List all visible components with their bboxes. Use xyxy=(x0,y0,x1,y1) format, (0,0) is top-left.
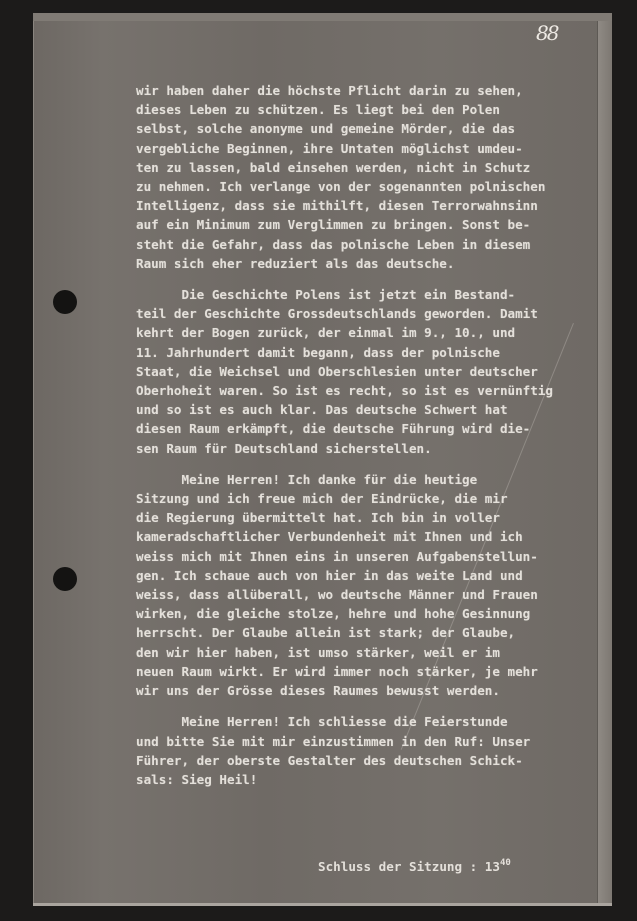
text-line: dieses Leben zu schützen. Es liegt bei den Polen xyxy=(136,102,500,118)
page-top-edge xyxy=(33,13,612,21)
paragraph-spacer xyxy=(136,700,606,712)
text-line: und bitte Sie mit mir einzustimmen in den Ruf: Unser xyxy=(136,733,531,749)
text-line: und so ist es auch klar. Das deutsche Schwert hat xyxy=(136,402,508,418)
text-line: Meine Herren! Ich danke für die heutige xyxy=(136,471,478,487)
paragraph-3 xyxy=(136,470,606,700)
page-bottom-edge xyxy=(33,903,612,906)
text-line: weiss mich mit Ihnen eins in unseren Aufgabenstellun- xyxy=(136,548,538,564)
text-line: sen Raum für Deutschland sicherstellen. xyxy=(136,440,432,456)
text-line: weiss, dass allüberall, wo deutsche Männer und Frauen xyxy=(136,587,538,603)
paragraph-4 xyxy=(136,712,606,789)
text-line: Intelligenz, dass sie mithilft, diesen Terrorwahnsinn xyxy=(136,198,538,214)
punch-hole-bottom xyxy=(53,567,77,591)
text-line: gen. Ich schaue auch von hier in das weite Land und xyxy=(136,567,523,583)
text-line: Sitzung und ich freue mich der Eindrücke, die mir xyxy=(136,491,508,507)
text-line: steht die Gefahr, dass das polnische Leben in diesem xyxy=(136,236,531,252)
typed-body-text xyxy=(136,81,606,789)
punch-hole-top xyxy=(53,290,77,314)
paragraph-spacer xyxy=(136,458,606,470)
text-line: auf ein Minimum zum Verglimmen zu bringen. Sonst be- xyxy=(136,217,531,233)
closing-text: Schluss der Sitzung : 13 xyxy=(318,859,500,874)
text-line: teil der Geschichte Grossdeutschlands geworden. Damit xyxy=(136,306,538,322)
text-line: sals: Sieg Heil! xyxy=(136,771,258,787)
text-line: kehrt der Bogen zurück, der einmal im 9., 10., und xyxy=(136,325,516,341)
text-line: Führer, der oberste Gestalter des deutschen Schick- xyxy=(136,752,523,768)
paragraph-1 xyxy=(136,81,606,273)
handwritten-page-number: 88 xyxy=(536,21,558,45)
closing-time-minutes: 40 xyxy=(499,858,511,868)
text-line: ten zu lassen, bald einsehen werden, nicht in Schutz xyxy=(136,159,531,175)
text-line: 11. Jahrhundert damit begann, dass der polnische xyxy=(136,344,500,360)
text-line: Die Geschichte Polens ist jetzt ein Bestand- xyxy=(136,287,516,303)
text-line: neuen Raum wirkt. Er wird immer noch stärker, je mehr xyxy=(136,663,538,679)
text-line: wir haben daher die höchste Pflicht darin zu sehen, xyxy=(136,83,523,98)
text-line: wir uns der Grösse dieses Raumes bewusst werden. xyxy=(136,683,500,699)
session-closing-note xyxy=(318,858,511,874)
text-line: Raum sich eher reduziert als das deutsche. xyxy=(136,255,455,271)
text-line: Oberhoheit waren. So ist es recht, so ist es vernünftig xyxy=(136,383,554,399)
paragraph-2 xyxy=(136,285,606,458)
text-line: den wir hier haben, ist umso stärker, weil er im xyxy=(136,644,500,660)
text-line: zu nehmen. Ich verlange von der sogenannten polnischen xyxy=(136,179,546,195)
text-line: wirken, die gleiche stolze, hehre und hohe Gesinnung xyxy=(136,606,531,622)
document-page xyxy=(33,13,612,906)
text-line: Staat, die Weichsel und Oberschlesien unter deutscher xyxy=(136,363,538,379)
paragraph-spacer xyxy=(136,273,606,285)
text-line: Meine Herren! Ich schliesse die Feierstunde xyxy=(136,714,508,730)
text-line: herrscht. Der Glaube allein ist stark; der Glaube, xyxy=(136,625,516,641)
text-line: selbst, solche anonyme und gemeine Mörder, die das xyxy=(136,121,516,137)
text-line: kameradschaftlicher Verbundenheit mit Ihnen und ich xyxy=(136,529,523,545)
text-line: die Regierung übermittelt hat. Ich bin in voller xyxy=(136,510,500,526)
text-line: vergebliche Beginnen, ihre Untaten möglichst umdeu- xyxy=(136,140,523,156)
text-line: diesen Raum erkämpft, die deutsche Führung wird die- xyxy=(136,421,531,437)
